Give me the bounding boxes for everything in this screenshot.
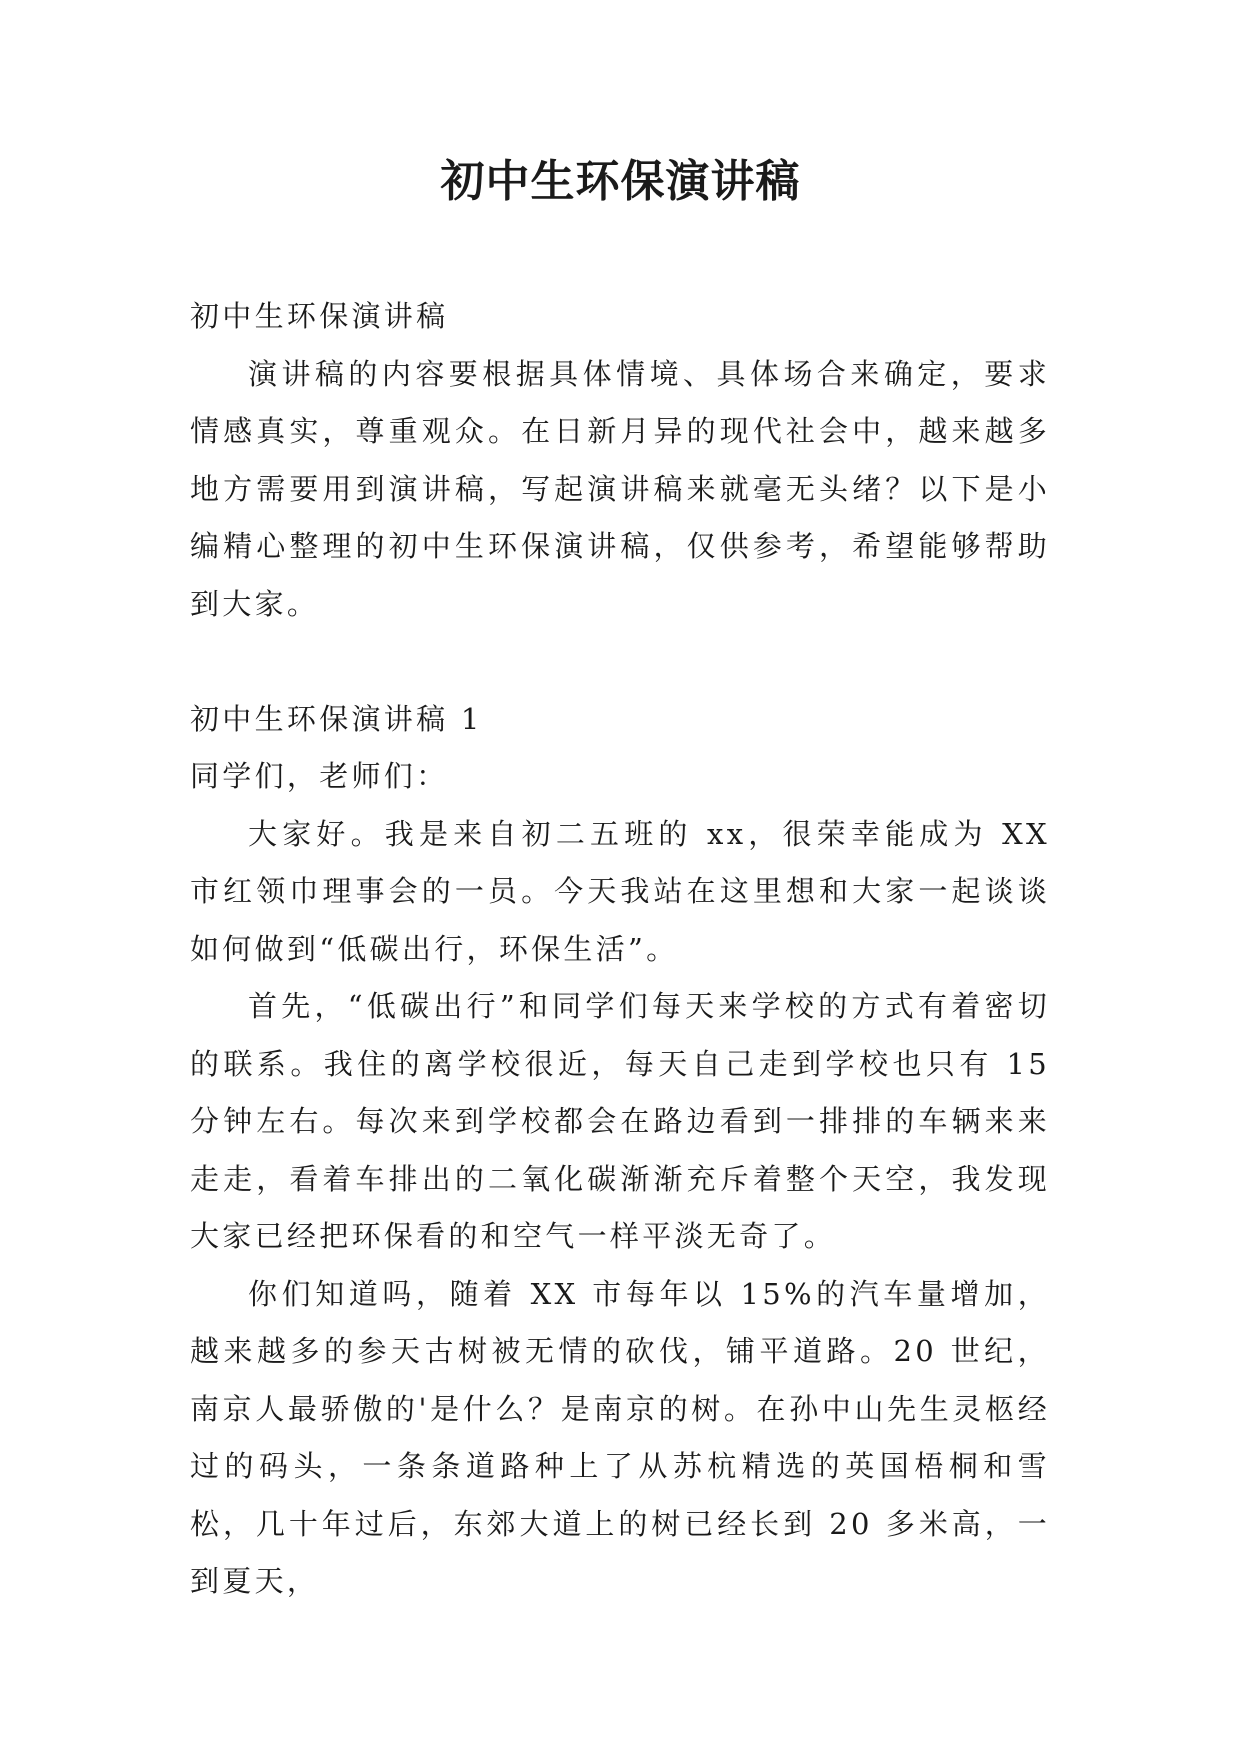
- salutation: 同学们，老师们：: [190, 759, 449, 793]
- body-paragraph: 首先，“低碳出行”和同学们每天来学校的方式有着密切的联系。我住的离学校很近，每天自己走到学校也只有 15 分钟左右。每次来到学校都会在路边看到一排排的车辆来来走走，看着车排出的二氧化碳渐渐充斥着整个天空，我发现大家已经把环保看的和空气一样平淡无奇了。: [190, 989, 1050, 1253]
- document-body: [190, 288, 1050, 1611]
- intro-heading: 初中生环保演讲稿: [190, 299, 449, 333]
- body-paragraph: 大家好。我是来自初二五班的 xx，很荣幸能成为 XX 市红领巾理事会的一员。今天我站在这里想和大家一起谈谈如何做到“低碳出行，环保生活”。: [190, 816, 1050, 966]
- body-paragraph: 你们知道吗，随着 XX 市每年以 15%的汽车量增加，越来越多的参天古树被无情的砍伐，铺平道路。20 世纪，南京人最骄傲的'是什么？是南京的树。在孙中山先生灵柩经过的码头，一条条道路种上了从苏杭精选的英国梧桐和雪松，几十年过后，东郊大道上的树已经长到 20 多米高，一到夏天，: [190, 1276, 1050, 1598]
- section-heading: 初中生环保演讲稿 1: [190, 701, 483, 736]
- document-title: 初中生环保演讲稿: [440, 156, 801, 207]
- intro-paragraph: 演讲稿的内容要根据具体情境、具体场合来确定，要求情感真实，尊重观众。在日新月异的现代社会中，越来越多地方需要用到演讲稿，写起演讲稿来就毫无头绪？以下是小编精心整理的初中生环保演讲稿，仅供参考，希望能够帮助到大家。: [190, 356, 1050, 621]
- section-spacer: [190, 633, 1050, 691]
